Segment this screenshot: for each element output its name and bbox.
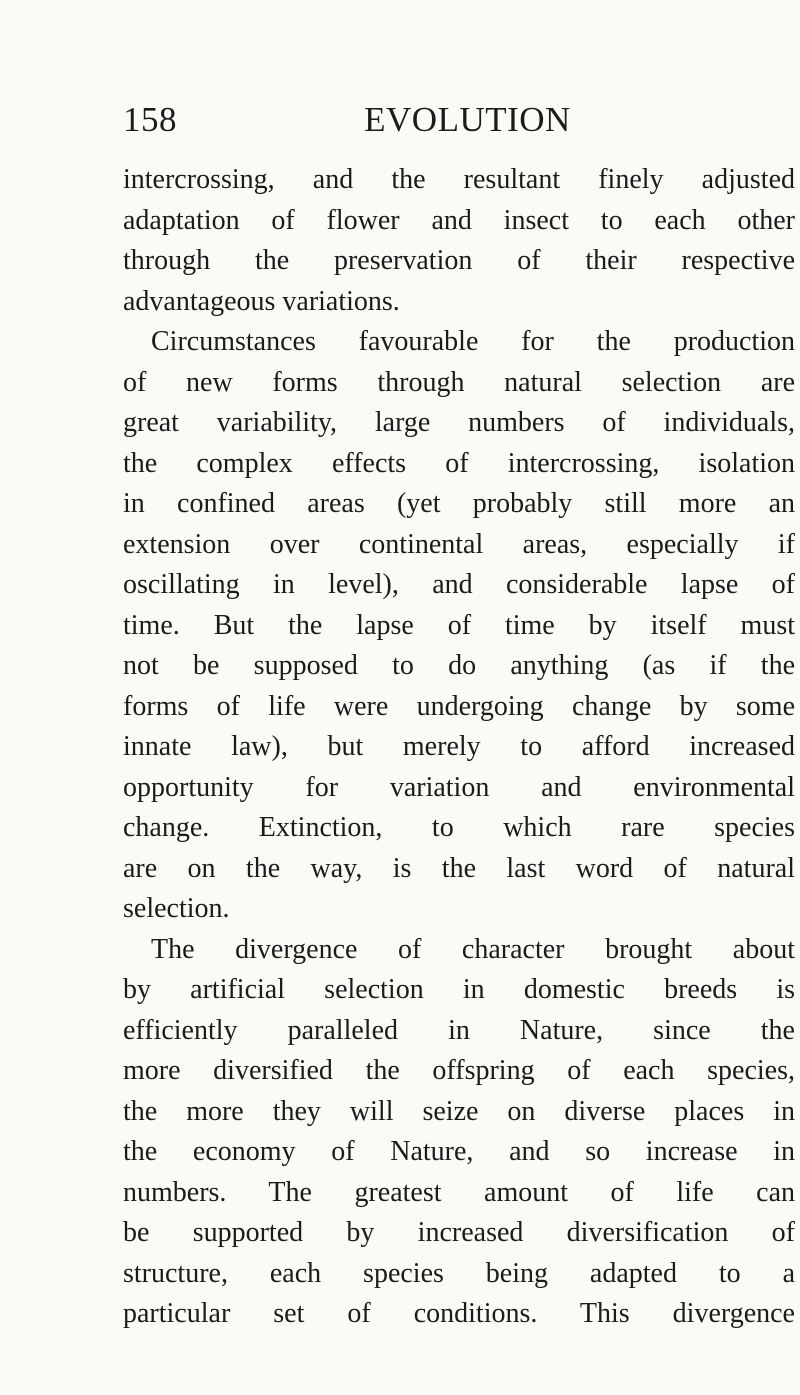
text-line: the economy of Nature, and so increase in: [123, 1136, 795, 1167]
text-line: time. But the lapse of time by itself must: [123, 609, 795, 641]
text-line: selection.: [123, 893, 230, 924]
text-line: numbers. The greatest amount of life can: [123, 1176, 795, 1208]
text-line: oscillating in level), and considerable lapse of: [123, 569, 795, 600]
text-line: great variability, large numbers of individuals,: [123, 407, 795, 438]
text-line: intercrossing, and the resultant finely adjusted: [123, 164, 795, 195]
body-text: [123, 160, 795, 1335]
text-line: the complex effects of intercrossing, isolation: [123, 447, 795, 479]
text-line: innate law), but merely to afford increased: [123, 731, 795, 762]
text-line: efficiently paralleled in Nature, since the: [123, 1014, 795, 1046]
text-line: more diversified the offspring of each species,: [123, 1055, 795, 1086]
text-line: of new forms through natural selection are: [123, 366, 795, 398]
text-line: particular set of conditions. This divergence: [123, 1298, 795, 1329]
running-head: [123, 96, 772, 144]
text-line: The divergence of character brought about: [151, 933, 795, 965]
text-line: the more they will seize on diverse places in: [123, 1095, 795, 1127]
text-line: extension over continental areas, especially if: [123, 528, 795, 560]
text-line: forms of life were undergoing change by some: [123, 690, 795, 722]
text-line: be supported by increased diversification of: [123, 1217, 795, 1248]
text-line: opportunity for variation and environmental: [123, 771, 795, 803]
text-line: advantageous variations.: [123, 285, 400, 317]
text-line: Circumstances favourable for the production: [151, 326, 795, 357]
text-line: are on the way, is the last word of natural: [123, 852, 795, 884]
running-title: EVOLUTION: [364, 100, 571, 139]
text-line: change. Extinction, to which rare species: [123, 812, 795, 843]
text-line: through the preservation of their respective: [123, 245, 795, 276]
text-line: not be supposed to do anything (as if the: [123, 650, 795, 681]
text-line: by artificial selection in domestic breeds is: [123, 974, 795, 1005]
text-line: adaptation of flower and insect to each other: [123, 204, 795, 236]
text-line: in confined areas (yet probably still more an: [123, 488, 795, 519]
text-line: structure, each species being adapted to a: [123, 1257, 795, 1289]
page-number: 158: [123, 100, 177, 139]
